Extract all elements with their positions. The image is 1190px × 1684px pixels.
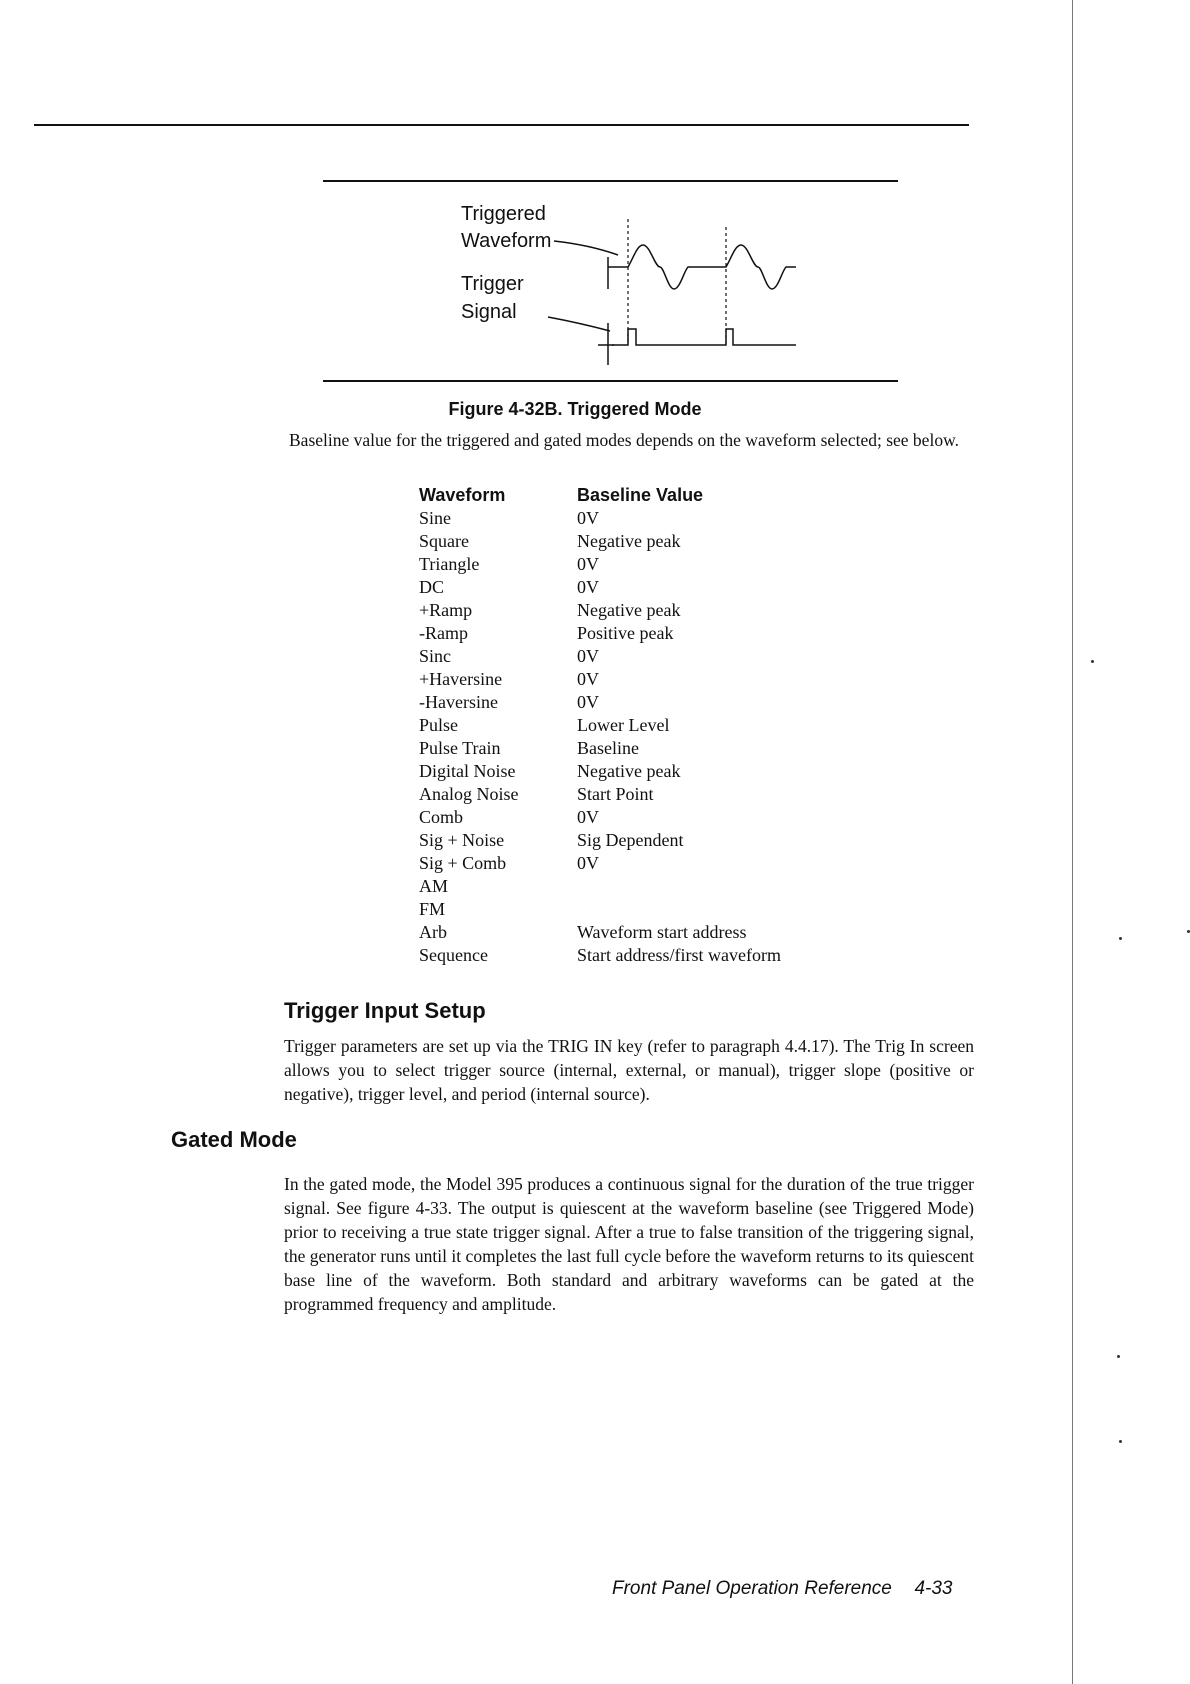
intro-paragraph: Baseline value for the triggered and gated modes depends on the waveform selected; see below. [289, 430, 959, 450]
footer-page-number: 4-33 [914, 1578, 953, 1599]
table-row [419, 645, 859, 668]
table-cell-baseline: 0V [577, 577, 599, 597]
table-row [419, 714, 859, 737]
table-row [419, 737, 859, 760]
scan-speck [1091, 660, 1094, 663]
table-cell-waveform: Sine [419, 508, 452, 528]
table-cell-baseline: 0V [577, 554, 599, 574]
header-rule [34, 124, 969, 126]
table-cell-waveform: Sinc [419, 646, 452, 666]
table-cell-waveform: AM [419, 876, 449, 896]
table-cell-waveform: Comb [419, 807, 464, 827]
table-cell-baseline: 0V [577, 669, 599, 689]
figure-caption: Figure 4-32B. Triggered Mode [448, 399, 702, 419]
table-cell-waveform: Triangle [419, 554, 480, 574]
table-row [419, 507, 859, 530]
table-row [419, 553, 859, 576]
table-cell-waveform: Pulse Train [419, 738, 501, 758]
footer-section-title: Front Panel Operation Reference [612, 1578, 892, 1599]
heading-trigger-input-setup: Trigger Input Setup [284, 998, 486, 1023]
table-cell-baseline: Negative peak [577, 531, 681, 551]
figure-label-triggered: Triggered [461, 203, 546, 225]
figure-bottom-rule [323, 380, 898, 382]
table-cell-waveform: +Ramp [419, 600, 473, 620]
scan-speck [1119, 937, 1122, 940]
table-row [419, 576, 859, 599]
table-row [419, 944, 859, 967]
table-row [419, 806, 859, 829]
table-cell-baseline: Negative peak [577, 600, 681, 620]
page-footer [612, 1578, 952, 1600]
scan-speck [1119, 1440, 1122, 1443]
table-cell-baseline: Lower Level [577, 715, 670, 735]
table-row [419, 783, 859, 806]
figure-top-rule [323, 180, 898, 182]
table-header-baseline: Baseline Value [577, 485, 704, 505]
table-cell-baseline: 0V [577, 646, 599, 666]
table-header-row [419, 485, 859, 506]
signal-pointer-line [548, 317, 610, 331]
table-cell-waveform: Pulse [419, 715, 459, 735]
table-header-waveform: Waveform [419, 485, 506, 505]
triggered-mode-diagram [540, 215, 800, 375]
waveform-pointer-line [554, 241, 618, 255]
table-cell-baseline: Positive peak [577, 623, 674, 643]
table-cell-waveform: Sig + Noise [419, 830, 505, 850]
table-cell-waveform: Square [419, 531, 469, 551]
table-row [419, 760, 859, 783]
table-body [419, 507, 859, 967]
table-cell-waveform: -Ramp [419, 623, 468, 643]
table-row [419, 898, 859, 921]
binding-edge-line [1072, 0, 1073, 1684]
figure-label-signal: Signal [461, 301, 517, 323]
table-row [419, 622, 859, 645]
table-cell-baseline: Sig Dependent [577, 830, 684, 850]
figure-label-waveform: Waveform [461, 230, 552, 252]
table-cell-baseline: Negative peak [577, 761, 681, 781]
table-cell-baseline: Start address/first waveform [577, 945, 781, 965]
table-row [419, 599, 859, 622]
table-cell-waveform: Digital Noise [419, 761, 516, 781]
baseline-table [419, 485, 859, 967]
triggered-waveform-trace [608, 245, 796, 289]
table-row [419, 691, 859, 714]
table-cell-baseline: 0V [577, 508, 599, 528]
table-cell-waveform: +Haversine [419, 669, 503, 689]
table-cell-baseline: 0V [577, 807, 599, 827]
table-row [419, 875, 859, 898]
heading-gated-mode: Gated Mode [171, 1127, 297, 1152]
table-row [419, 921, 859, 944]
table-cell-waveform: Analog Noise [419, 784, 519, 804]
gated-mode-paragraph: In the gated mode, the Model 395 produces a continuous signal for the duration of the true trigger signal. See figure 4-33. The output is quiescent at the waveform baseline (see Triggered Mode) prior to receiving a true state trigger signal. After a true to false transition of the triggering signal, the generator runs until it completes the last full cycle before the waveform returns to its quiescent base line of the waveform. Both standard and arbitrary waveforms can be gated at the programmed frequency and amplitude. [284, 1174, 974, 1314]
table-cell-baseline: 0V [577, 853, 599, 873]
scan-speck [1117, 1355, 1120, 1358]
table-cell-waveform: Sig + Comb [419, 853, 507, 873]
table-row [419, 530, 859, 553]
table-cell-waveform: FM [419, 899, 446, 919]
trigger-input-setup-paragraph: Trigger parameters are set up via the TRIG IN key (refer to paragraph 4.4.17). The Trig In screen allows you to select trigger source (internal, external, or manual), trigger slope (positive or negative), trigger level, and period (internal source). [284, 1036, 974, 1104]
table-cell-waveform: -Haversine [419, 692, 498, 712]
table-cell-baseline: Baseline [577, 738, 639, 758]
table-row [419, 852, 859, 875]
table-cell-baseline: Start Point [577, 784, 654, 804]
table-cell-waveform: Arb [419, 922, 447, 942]
table-cell-waveform: DC [419, 577, 445, 597]
table-row [419, 829, 859, 852]
figure-label-trigger: Trigger [461, 273, 524, 295]
table-row [419, 668, 859, 691]
table-cell-baseline: Waveform start address [577, 922, 747, 942]
trigger-signal-trace [612, 329, 796, 345]
table-cell-waveform: Sequence [419, 945, 488, 965]
table-cell-baseline: 0V [577, 692, 599, 712]
